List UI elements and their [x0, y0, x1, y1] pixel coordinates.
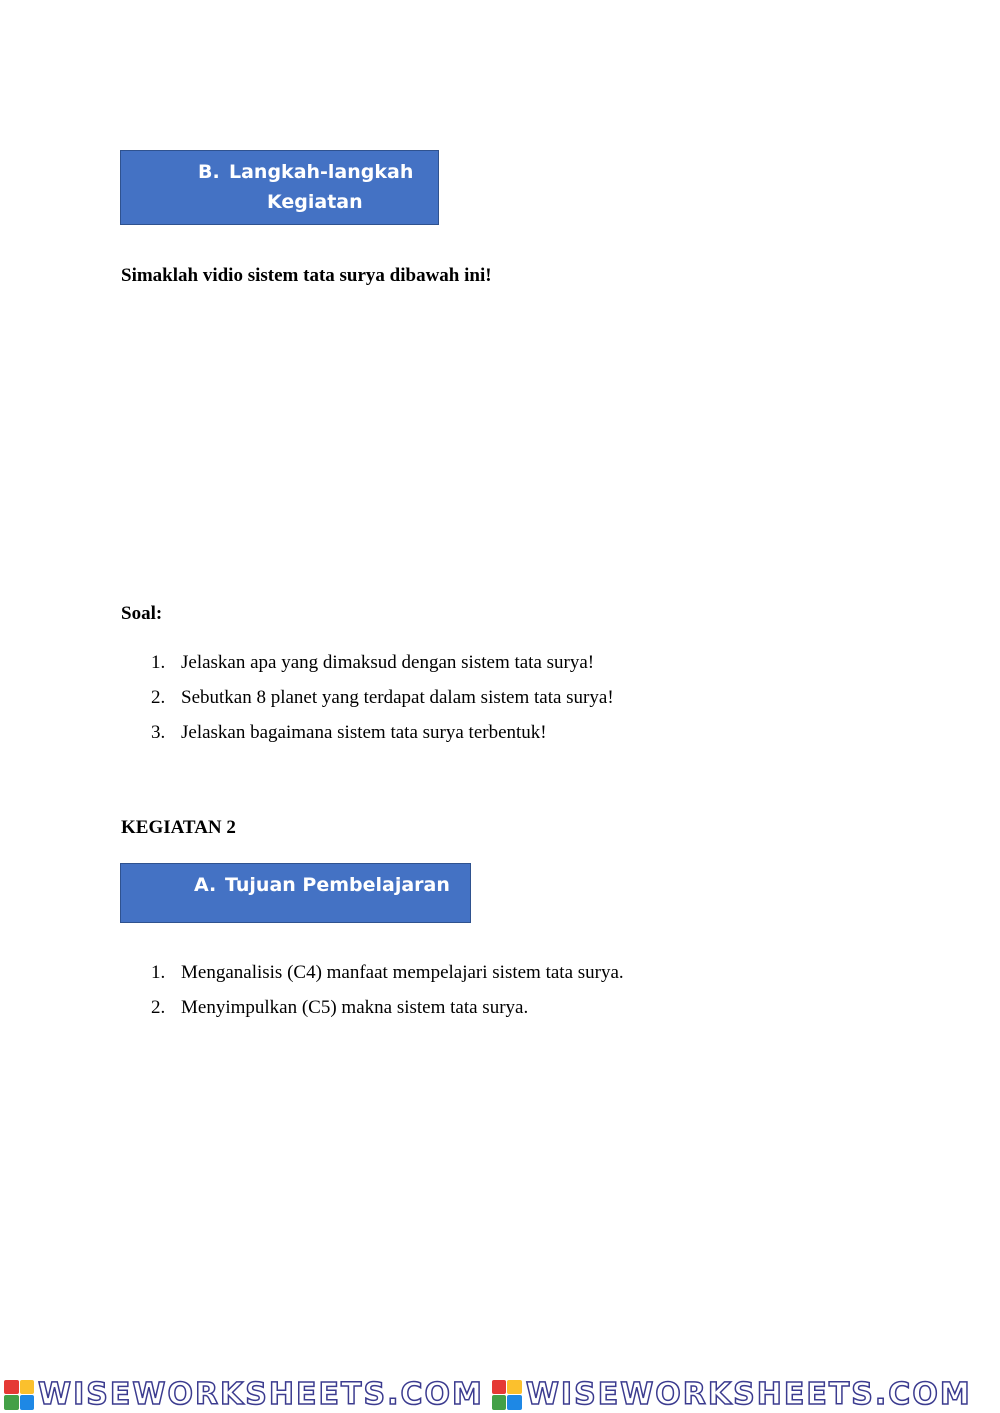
- wiseworksheets-logo-icon: [492, 1380, 522, 1410]
- soal-item-text: Jelaskan bagaimana sistem tata surya terbentuk!: [181, 722, 547, 743]
- watermark-group: [0, 1377, 484, 1412]
- logo-square-icon: [507, 1380, 522, 1395]
- section-a-title: Tujuan Pembelajaran: [225, 874, 450, 896]
- logo-square-icon: [492, 1380, 507, 1395]
- soal-item-text: Sebutkan 8 planet yang terdapat dalam sistem tata surya!: [181, 687, 614, 708]
- logo-square-icon: [492, 1395, 507, 1410]
- section-a-letter: A.: [194, 874, 217, 896]
- section-b-header-box: [120, 150, 439, 225]
- tujuan-item-text: Menyimpulkan (C5) makna sistem tata surya.: [181, 997, 529, 1018]
- watermark-group: [488, 1377, 972, 1412]
- watermark-footer: [0, 1376, 1000, 1413]
- soal-item-text: Jelaskan apa yang dimaksud dengan sistem tata surya!: [181, 652, 595, 673]
- logo-square-icon: [20, 1380, 35, 1395]
- soal-item-number: 3.: [151, 722, 166, 743]
- watermark-text: WISEWORKSHEETS.COM: [525, 1377, 972, 1412]
- section-b-letter: B.: [198, 161, 220, 183]
- logo-square-icon: [20, 1395, 35, 1410]
- tujuan-item-text: Menganalisis (C4) manfaat mempelajari sistem tata surya.: [181, 962, 624, 983]
- section-b-title-line1: Langkah-langkah: [229, 161, 414, 183]
- tujuan-item-number: 1.: [151, 962, 166, 983]
- section-b-title-line2: Kegiatan: [267, 191, 363, 213]
- logo-square-icon: [507, 1395, 522, 1410]
- tujuan-item-number: 2.: [151, 997, 166, 1018]
- logo-square-icon: [4, 1380, 19, 1395]
- soal-item-number: 2.: [151, 687, 166, 708]
- soal-label: Soal:: [121, 603, 163, 624]
- kegiatan-label: KEGIATAN 2: [121, 817, 236, 838]
- wiseworksheets-logo-icon: [4, 1380, 34, 1410]
- watermark-text: WISEWORKSHEETS.COM: [38, 1377, 484, 1412]
- soal-item-number: 1.: [151, 652, 166, 673]
- logo-square-icon: [4, 1395, 19, 1410]
- instruction-text: Simaklah vidio sistem tata surya dibawah ini!: [121, 265, 492, 286]
- section-a-header-box: [120, 863, 471, 923]
